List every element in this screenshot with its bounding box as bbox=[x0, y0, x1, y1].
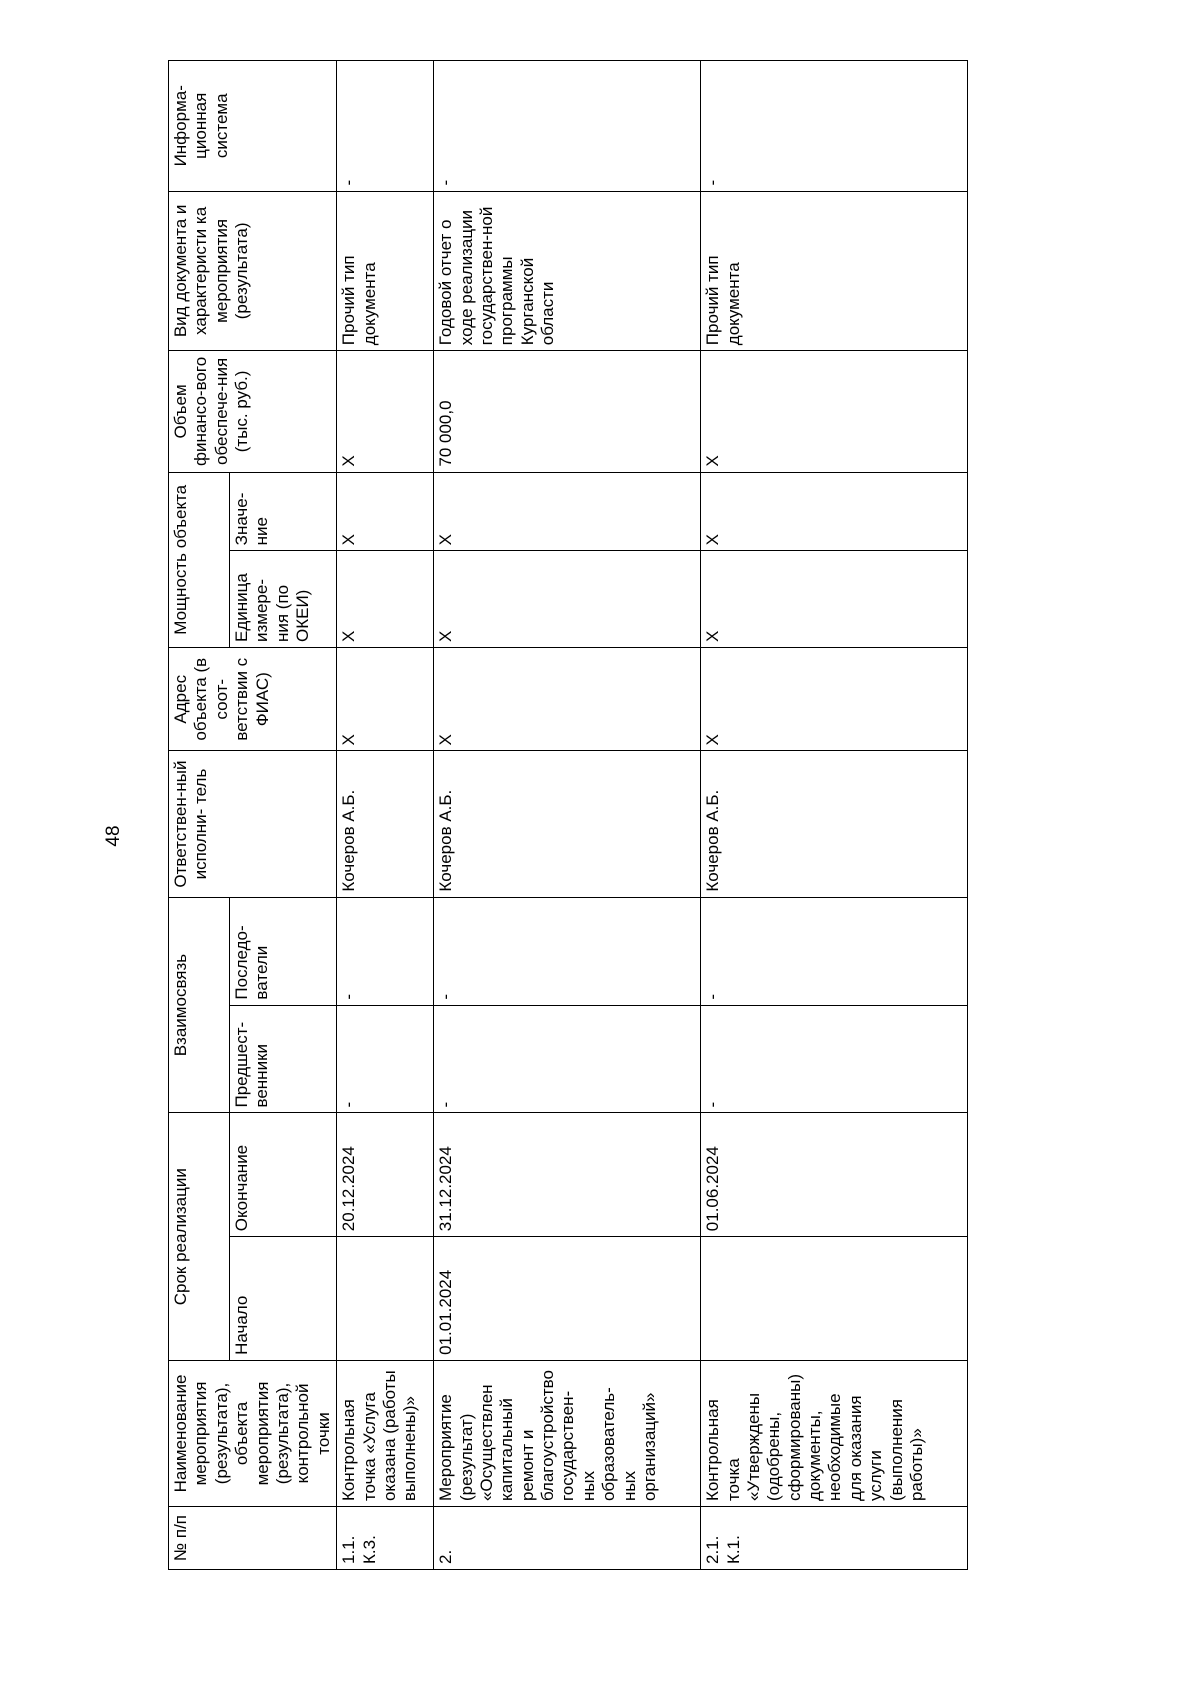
page-number: 48 bbox=[103, 825, 124, 847]
table-row bbox=[434, 61, 701, 1570]
cell-start bbox=[701, 1237, 968, 1361]
cell-pred: - bbox=[337, 1005, 434, 1113]
cell-value: X bbox=[701, 472, 968, 551]
cell-doc-type: Годовой отчет о ходе реализации государствен-ной программы Курганской области bbox=[434, 191, 701, 351]
cell-unit: X bbox=[701, 551, 968, 648]
cell-pred: - bbox=[434, 1005, 701, 1113]
header-responsible: Ответствен-ный исполни- тель bbox=[169, 751, 337, 897]
cell-name: Контрольная точка «Утверждены (одобрены, сформированы) документы, необходимые для оказания услуги (выполнения работы)» bbox=[701, 1360, 968, 1506]
header-relation-succ: Последо-ватели bbox=[229, 897, 336, 1005]
cell-info-system: - bbox=[434, 61, 701, 192]
header-name: Наименование мероприятия (результата), объекта мероприятия (результата), контрольной точки bbox=[169, 1360, 337, 1506]
cell-name: Мероприятие (результат) «Осуществлен капитальный ремонт и благоустройство государствен-ных образователь-ных организаций» bbox=[434, 1360, 701, 1506]
cell-unit: X bbox=[337, 551, 434, 648]
header-doc-type: Вид документа и характеристи ка мероприятия (результата) bbox=[169, 191, 337, 351]
cell-value: X bbox=[337, 472, 434, 551]
cell-doc-type: Прочий тип документа bbox=[701, 191, 968, 351]
cell-responsible: Кочеров А.Б. bbox=[434, 751, 701, 897]
table-row bbox=[701, 61, 968, 1570]
cell-info-system: - bbox=[701, 61, 968, 192]
cell-end: 20.12.2024 bbox=[337, 1113, 434, 1237]
cell-succ: - bbox=[701, 897, 968, 1005]
cell-finance: X bbox=[701, 351, 968, 472]
cell-num: 2.1. К.1. bbox=[701, 1507, 968, 1570]
cell-doc-type: Прочий тип документа bbox=[337, 191, 434, 351]
cell-address: X bbox=[701, 648, 968, 751]
cell-finance: X bbox=[337, 351, 434, 472]
header-period: Срок реализации bbox=[169, 1113, 230, 1360]
cell-succ: - bbox=[337, 897, 434, 1005]
cell-pred: - bbox=[701, 1005, 968, 1113]
cell-start bbox=[337, 1237, 434, 1361]
header-capacity-value: Значе-ние bbox=[229, 472, 336, 551]
cell-start: 01.01.2024 bbox=[434, 1237, 701, 1361]
cell-address: X bbox=[337, 648, 434, 751]
cell-num: 1.1. К.3. bbox=[337, 1507, 434, 1570]
cell-name: Контрольная точка «Услуга оказана (работы выполнены)» bbox=[337, 1360, 434, 1506]
header-capacity-unit: Единица измере-ния (по ОКЕИ) bbox=[229, 551, 336, 648]
cell-responsible: Кочеров А.Б. bbox=[701, 751, 968, 897]
header-relation: Взаимосвязь bbox=[169, 897, 230, 1113]
cell-responsible: Кочеров А.Б. bbox=[337, 751, 434, 897]
cell-address: X bbox=[434, 648, 701, 751]
cell-num: 2. bbox=[434, 1507, 701, 1570]
header-capacity: Мощность объекта bbox=[169, 472, 230, 647]
table-row bbox=[337, 61, 434, 1570]
header-period-start: Начало bbox=[229, 1237, 336, 1361]
cell-info-system: - bbox=[337, 61, 434, 192]
cell-succ: - bbox=[434, 897, 701, 1005]
cell-finance: 70 000,0 bbox=[434, 351, 701, 472]
header-num: № п/п bbox=[169, 1507, 337, 1570]
cell-end: 01.06.2024 bbox=[701, 1113, 968, 1237]
header-relation-pred: Предшест-венники bbox=[229, 1005, 336, 1113]
header-period-end: Окончание bbox=[229, 1113, 336, 1237]
plan-table bbox=[168, 60, 968, 1570]
cell-unit: X bbox=[434, 551, 701, 648]
header-finance: Объем финансо-вого обеспече-ния (тыс. руб.) bbox=[169, 351, 337, 472]
header-address: Адрес объекта (в соот-ветствии с ФИАС) bbox=[169, 648, 337, 751]
cell-end: 31.12.2024 bbox=[434, 1113, 701, 1237]
header-info-system: Информа-ционная система bbox=[169, 61, 337, 192]
plan-table-wrapper bbox=[168, 60, 1028, 1570]
cell-value: X bbox=[434, 472, 701, 551]
